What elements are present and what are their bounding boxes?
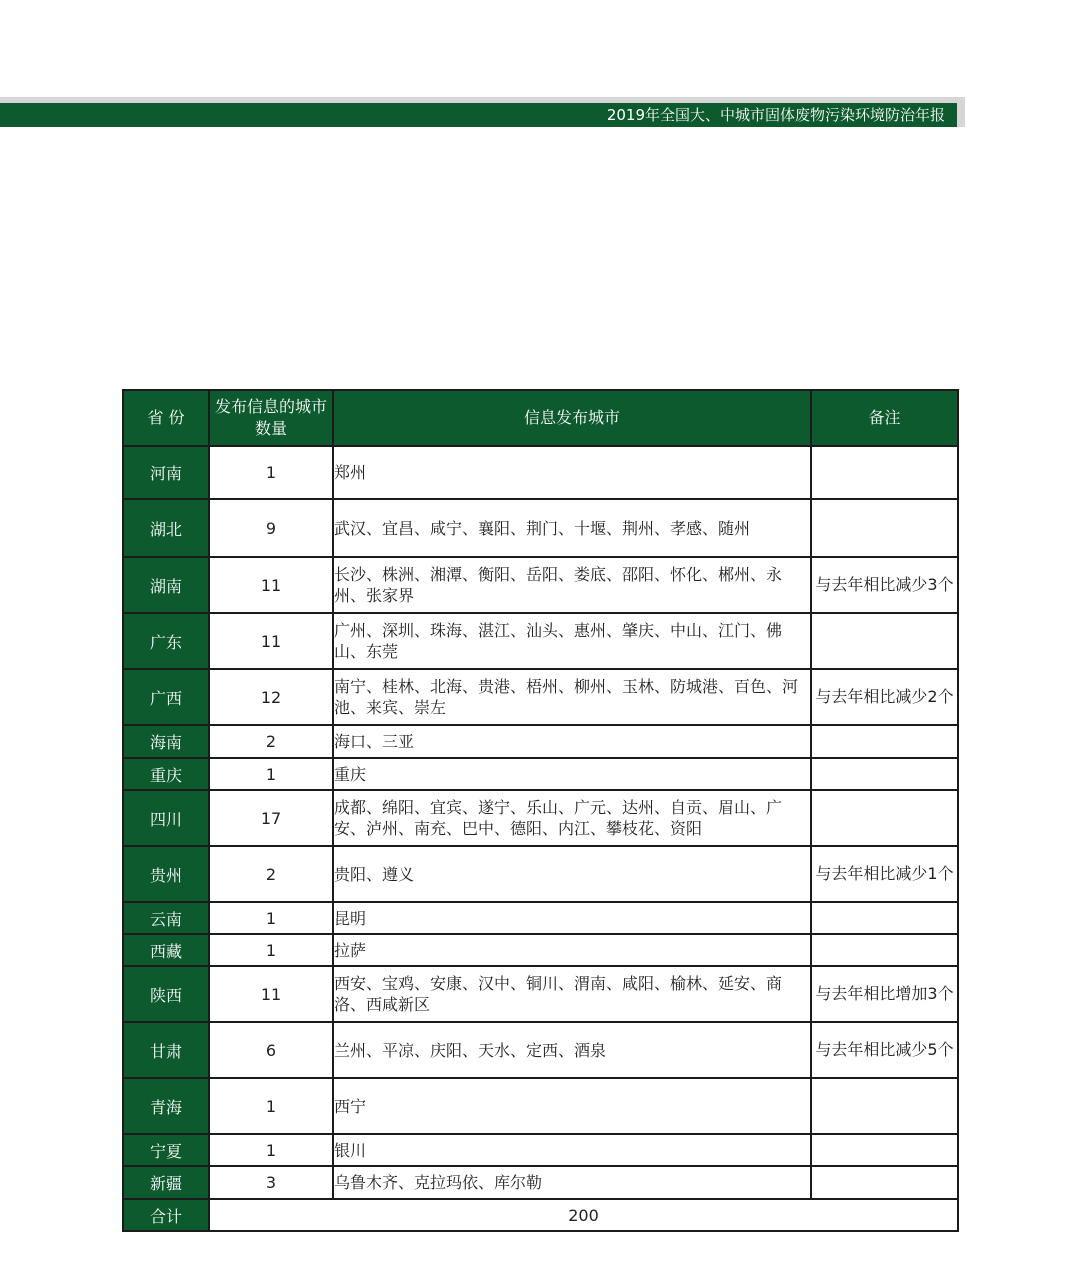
table-row xyxy=(123,725,958,758)
count-cell: 9 xyxy=(209,499,333,557)
cities-cell: 成都、绵阳、宜宾、遂宁、乐山、广元、达州、自贡、眉山、广安、泸州、南充、巴中、德阳、内江、攀枝花、资阳 xyxy=(333,790,811,846)
cities-cell: 西安、宝鸡、安康、汉中、铜川、渭南、咸阳、榆林、延安、商洛、西咸新区 xyxy=(333,966,811,1022)
cities-cell: 南宁、桂林、北海、贵港、梧州、柳州、玉林、防城港、百色、河池、来宾、崇左 xyxy=(333,669,811,725)
note-cell xyxy=(811,758,958,790)
province-cell: 广西 xyxy=(123,669,209,725)
table-row xyxy=(123,446,958,499)
report-title: 2019年全国大、中城市固体废物污染环境防治年报 xyxy=(606,106,945,124)
count-cell: 11 xyxy=(209,613,333,669)
count-cell: 1 xyxy=(209,446,333,499)
note-cell xyxy=(811,1134,958,1166)
cities-cell: 昆明 xyxy=(333,902,811,934)
note-cell xyxy=(811,1078,958,1134)
count-cell: 11 xyxy=(209,966,333,1022)
cities-cell: 重庆 xyxy=(333,758,811,790)
count-cell: 1 xyxy=(209,758,333,790)
note-cell: 与去年相比减少1个 xyxy=(811,846,958,902)
total-value-cell: 200 xyxy=(209,1199,958,1231)
table-row xyxy=(123,1166,958,1199)
table-header-row xyxy=(123,390,958,446)
table-row xyxy=(123,758,958,790)
note-cell xyxy=(811,790,958,846)
note-cell: 与去年相比减少5个 xyxy=(811,1022,958,1078)
table-total-row xyxy=(123,1199,958,1231)
province-cell: 四川 xyxy=(123,790,209,846)
header-province: 省 份 xyxy=(123,390,209,446)
count-cell: 12 xyxy=(209,669,333,725)
cities-cell: 银川 xyxy=(333,1134,811,1166)
note-cell xyxy=(811,1166,958,1199)
cities-cell: 广州、深圳、珠海、湛江、汕头、惠州、肇庆、中山、江门、佛山、东莞 xyxy=(333,613,811,669)
count-cell: 1 xyxy=(209,1078,333,1134)
province-cell: 湖北 xyxy=(123,499,209,557)
count-cell: 3 xyxy=(209,1166,333,1199)
cities-cell: 武汉、宜昌、咸宁、襄阳、荆门、十堰、荆州、孝感、随州 xyxy=(333,499,811,557)
province-cell: 宁夏 xyxy=(123,1134,209,1166)
cities-cell: 西宁 xyxy=(333,1078,811,1134)
cities-cell: 贵阳、遵义 xyxy=(333,846,811,902)
province-cell: 新疆 xyxy=(123,1166,209,1199)
province-cell: 西藏 xyxy=(123,934,209,966)
table-row xyxy=(123,499,958,557)
header-bar-tail xyxy=(957,103,965,127)
count-cell: 1 xyxy=(209,1134,333,1166)
count-cell: 6 xyxy=(209,1022,333,1078)
table-row xyxy=(123,1078,958,1134)
header-note: 备注 xyxy=(811,390,958,446)
cities-cell: 乌鲁木齐、克拉玛依、库尔勒 xyxy=(333,1166,811,1199)
note-cell: 与去年相比减少2个 xyxy=(811,669,958,725)
table-row xyxy=(123,557,958,613)
count-cell: 1 xyxy=(209,902,333,934)
cities-cell: 海口、三亚 xyxy=(333,725,811,758)
note-cell xyxy=(811,613,958,669)
count-cell: 11 xyxy=(209,557,333,613)
cities-cell: 长沙、株洲、湘潭、衡阳、岳阳、娄底、邵阳、怀化、郴州、永州、张家界 xyxy=(333,557,811,613)
table-row xyxy=(123,934,958,966)
province-cell: 甘肃 xyxy=(123,1022,209,1078)
cities-cell: 拉萨 xyxy=(333,934,811,966)
province-cell: 湖南 xyxy=(123,557,209,613)
count-cell: 2 xyxy=(209,725,333,758)
report-header-bar xyxy=(0,103,957,127)
table-row xyxy=(123,613,958,669)
province-cell: 河南 xyxy=(123,446,209,499)
table-row xyxy=(123,966,958,1022)
province-cell: 贵州 xyxy=(123,846,209,902)
table-row xyxy=(123,846,958,902)
note-cell xyxy=(811,934,958,966)
count-cell: 2 xyxy=(209,846,333,902)
table-row xyxy=(123,669,958,725)
count-cell: 1 xyxy=(209,934,333,966)
cities-cell: 郑州 xyxy=(333,446,811,499)
cities-table xyxy=(122,389,959,1232)
note-cell: 与去年相比增加3个 xyxy=(811,966,958,1022)
province-cell: 广东 xyxy=(123,613,209,669)
note-cell xyxy=(811,902,958,934)
province-cell: 重庆 xyxy=(123,758,209,790)
province-cell: 陕西 xyxy=(123,966,209,1022)
note-cell xyxy=(811,499,958,557)
header-cities: 信息发布城市 xyxy=(333,390,811,446)
table-row xyxy=(123,1022,958,1078)
cities-cell: 兰州、平凉、庆阳、天水、定西、酒泉 xyxy=(333,1022,811,1078)
table-row xyxy=(123,902,958,934)
total-label-cell: 合计 xyxy=(123,1199,209,1231)
province-cell: 云南 xyxy=(123,902,209,934)
header-city-count: 发布信息的城市数量 xyxy=(209,390,333,446)
table-row xyxy=(123,1134,958,1166)
note-cell xyxy=(811,725,958,758)
table-row xyxy=(123,790,958,846)
note-cell xyxy=(811,446,958,499)
province-cell: 青海 xyxy=(123,1078,209,1134)
count-cell: 17 xyxy=(209,790,333,846)
province-cell: 海南 xyxy=(123,725,209,758)
note-cell: 与去年相比减少3个 xyxy=(811,557,958,613)
